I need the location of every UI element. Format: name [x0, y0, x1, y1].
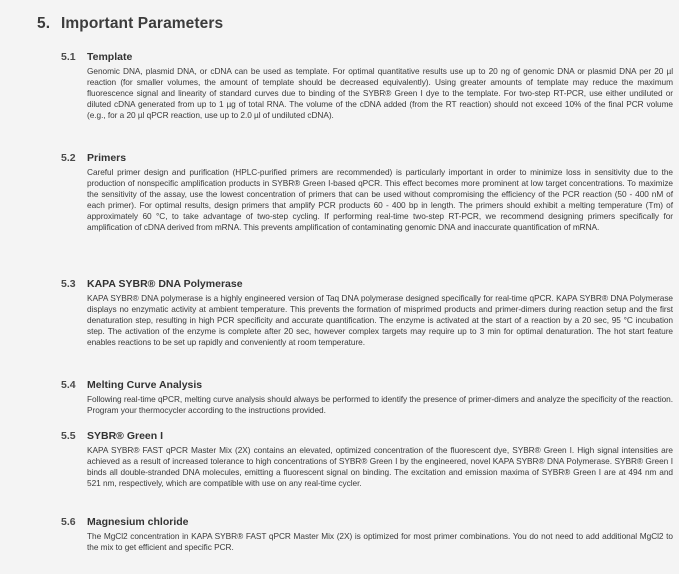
section-primers: [61, 151, 673, 232]
section-body: Genomic DNA, plasmid DNA, or cDNA can be used as template. For optimal quantitative results use up to 20 ng of genomic DNA or plasmid DNA per 20 µl reaction (for smaller volumes, the amount of template should be decreased equivalently). Using greater amounts of template may reduce the maximum fluorescence signal and linearity of standard curves due to binding of the SYBR® Green I dye to the template. For two-step RT-PCR, use either undiluted or diluted cDNA generated from up to 1 µg of total RNA. The volume of the cDNA added (from the RT reaction) should not exceed 10% of the final PCR volume (e.g., for a 20 µl qPCR reaction, use up to 2.0 µl of undiluted cDNA).: [87, 66, 673, 120]
section-template: [61, 50, 673, 121]
section-number: 5.1: [61, 51, 76, 63]
section-title: KAPA SYBR® DNA Polymerase: [87, 278, 243, 290]
section-number: 5.2: [61, 152, 76, 164]
heading-number: 5.: [37, 15, 51, 32]
heading-title: Important Parameters: [61, 15, 224, 32]
section-header: [61, 277, 673, 292]
section-number: 5.3: [61, 278, 76, 290]
section-sybr-green: [61, 429, 673, 489]
section-header: [61, 50, 673, 65]
section-body: Careful primer design and purification (HPLC-purified primers are recommended) is particularly important in order to minimize loss in sensitivity due to the production of nonspecific amplification products in SYBR® Green I-based qPCR. This effect becomes more prominent at low target concentrations. To maximize the sensitivity of the assay, use the lowest concentration of primers that can be used without compromising the efficiency of the PCR reaction (50 - 400 nM of each primer). For optimal results, design primers that amplify PCR products 60 - 400 bp in length. The primers should exhibit a melting temperature (Tm) of approximately 60 °C, to take advantage of two-step cycling. If performing real-time two-step RT-PCR, we recommend designing primers specifically for amplification of cDNA derived from mRNA. This prevents amplification of contaminating genomic DNA and inaccurate quantification of mRNA.: [87, 167, 673, 232]
section-header: [61, 429, 673, 444]
section-number: 5.6: [61, 516, 76, 528]
section-magnesium-chloride: [61, 515, 673, 553]
section-title: Melting Curve Analysis: [87, 379, 203, 391]
section-title: SYBR® Green I: [87, 430, 164, 442]
section-header: [61, 151, 673, 166]
section-body: KAPA SYBR® DNA polymerase is a highly engineered version of Taq DNA polymerase designed specifically for real-time qPCR. KAPA SYBR® DNA Polymerase displays no enzymatic activity at ambient temperature. This prevents the formation of misprimed products and primer-dimers during reaction setup and the first denaturation step, resulting in high PCR specificity and accurate quantification. The enzyme is activated at the start of a reaction by a 20 sec, 95 °C incubation step. The activation of the enzyme is complete after 20 sec, however complex targets may require up to 3 min for optimal denaturation. The hot start feature enables reactions to be set up rapidly and conveniently at room temperature.: [87, 293, 673, 347]
section-number: 5.5: [61, 430, 76, 442]
section-body: KAPA SYBR® FAST qPCR Master Mix (2X) contains an elevated, optimized concentration of the fluorescent dye, SYBR® Green I. High signal intensities are achieved as a result of increased tolerance to high concentrations of SYBR® Green I by the engineered, novel KAPA SYBR® DNA Polymerase. SYBR® Green I binds all double-stranded DNA molecules, emitting a fluorescent signal on binding. The excitation and emission maxima of SYBR® Green I are at 494 nm and 521 nm, respectively, which are compatible with use on any real-time cycler.: [87, 445, 673, 488]
section-title: Primers: [87, 152, 127, 164]
page-heading: [37, 15, 223, 33]
section-body: The MgCl2 concentration in KAPA SYBR® FAST qPCR Master Mix (2X) is optimized for most primer combinations. You do not need to add additional MgCl2 to the mix to get efficient and specific PCR.: [87, 531, 673, 552]
section-kapa-polymerase: [61, 277, 673, 348]
section-title: Template: [87, 51, 133, 63]
section-melting-curve: [61, 378, 673, 416]
section-body: Following real-time qPCR, melting curve analysis should always be performed to identify the presence of primer-dimers and analyze the specificity of the reaction. Program your thermocycler according to the instructions provided.: [87, 394, 673, 415]
section-title: Magnesium chloride: [87, 516, 189, 528]
section-number: 5.4: [61, 379, 76, 391]
section-header: [61, 378, 673, 393]
section-header: [61, 515, 673, 530]
